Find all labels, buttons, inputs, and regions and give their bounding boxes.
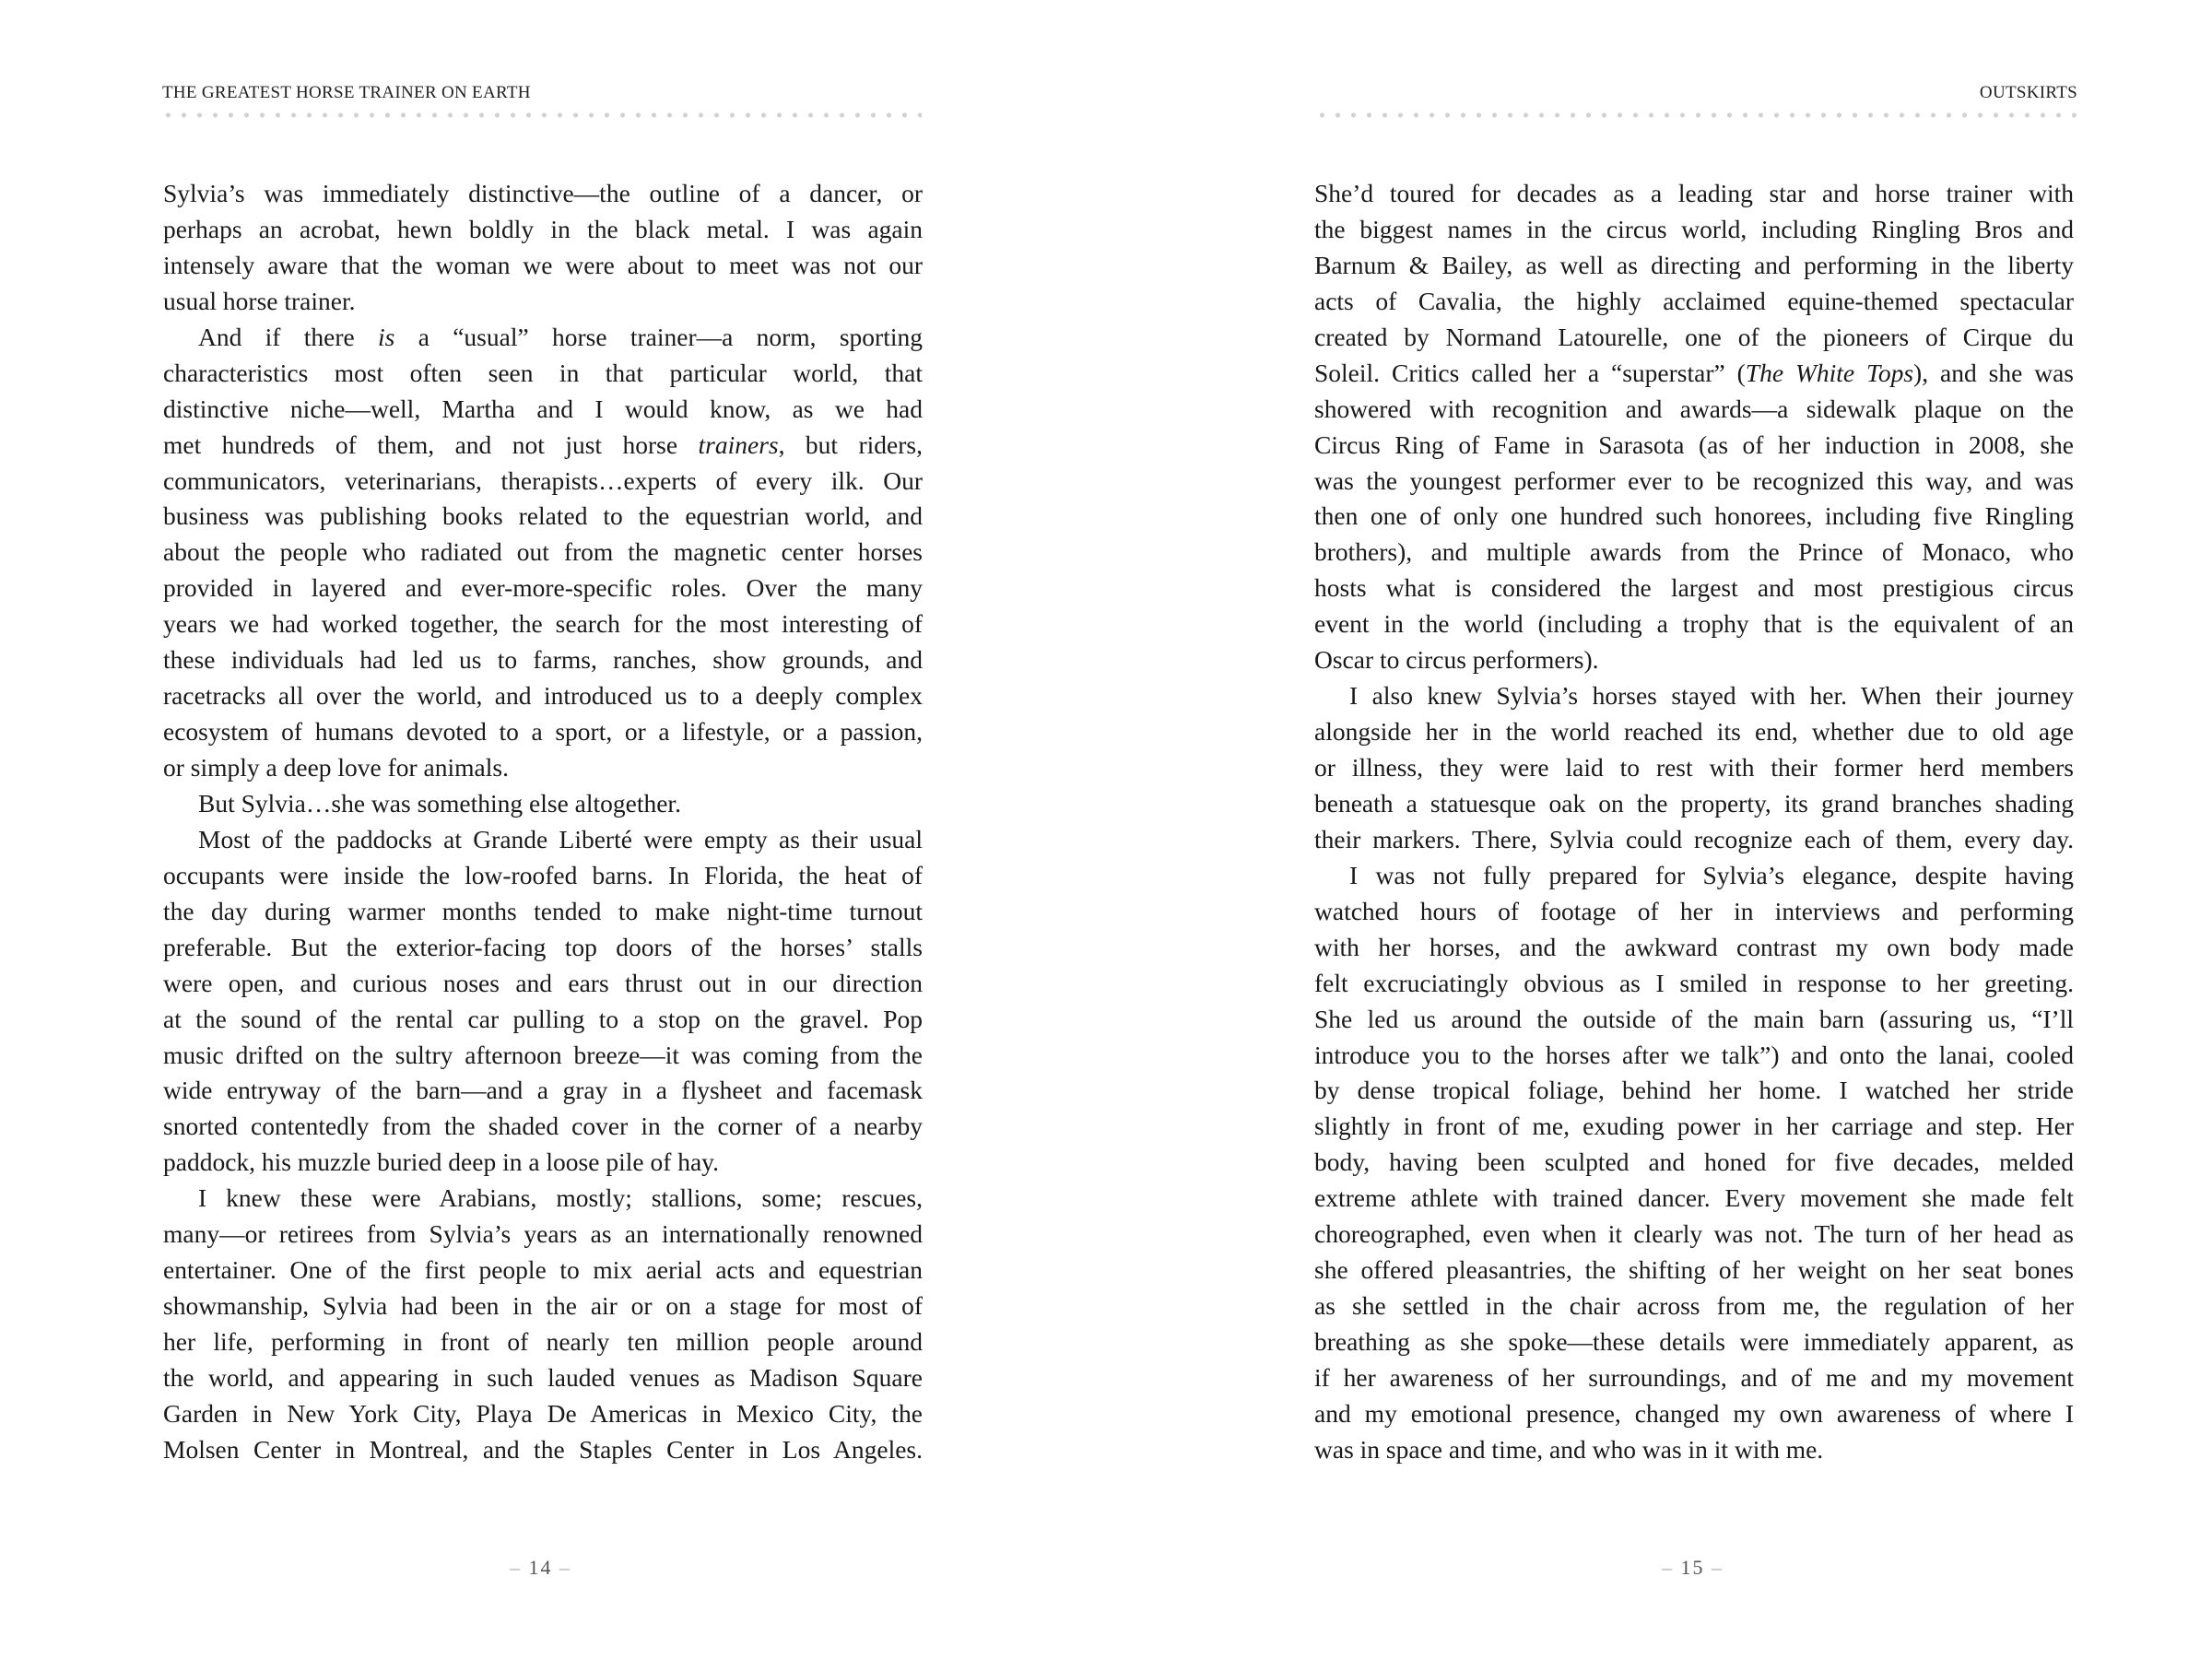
text-line: She’d toured for decades as a leading star and horse trainer with bbox=[1314, 179, 2074, 207]
text-line: these individuals had led us to farms, ranches, show grounds, and bbox=[163, 645, 923, 675]
text-line: music drifted on the sultry afternoon breeze—it was coming from the bbox=[163, 1040, 923, 1069]
text-line: was in space and time, and who was in it with me. bbox=[1314, 1434, 1824, 1464]
italic-emphasis: The White Tops bbox=[1745, 358, 1914, 387]
folio-dash-right: – bbox=[1712, 1556, 1724, 1579]
text-line: Most of the paddocks at Grande Liberté were empty as their usual bbox=[198, 824, 923, 853]
right-page-body bbox=[1314, 176, 2074, 1468]
text-line: met hundreds of them, and not just horse trainers, but riders, bbox=[163, 429, 923, 459]
text-line: years we had worked together, the search for the most interesting of bbox=[163, 609, 923, 639]
text-line: the world, and appearing in such lauded venues as Madison Square bbox=[163, 1362, 923, 1392]
text-line: I was not fully prepared for Sylvia’s elegance, despite having bbox=[1349, 860, 2074, 889]
text-line: perhaps an acrobat, hewn boldly in the black metal. I was again bbox=[163, 214, 923, 243]
text-line: entertainer. One of the first people to mix aerial acts and equestrian bbox=[163, 1255, 923, 1285]
text-line: beneath a statuesque oak on the property, its grand branches shading bbox=[1314, 788, 2074, 818]
text-line: Garden in New York City, Playa De Americas in Mexico City, the bbox=[163, 1398, 923, 1428]
text-line: her life, performing in front of nearly ten million people around bbox=[163, 1327, 923, 1356]
text-line: the biggest names in the circus world, including Ringling Bros and bbox=[1314, 214, 2074, 243]
text-line: at the sound of the rental car pulling to a stop on the gravel. Pop bbox=[163, 1004, 923, 1033]
folio-dash-left: – bbox=[510, 1556, 522, 1579]
text-line: she offered pleasantries, the shifting of her weight on her seat bones bbox=[1314, 1255, 2074, 1285]
running-head-book-title: THE GREATEST HORSE TRAINER ON EARTH bbox=[162, 83, 531, 102]
text-line: Molsen Center in Montreal, and the Staples Center in Los Angeles. bbox=[163, 1434, 923, 1464]
text-line: provided in layered and ever-more-specific roles. Over the many bbox=[163, 573, 923, 603]
text-line: But Sylvia…she was something else altogether. bbox=[198, 788, 681, 818]
text-line: extreme athlete with trained dancer. Every movement she made felt bbox=[1314, 1183, 2074, 1213]
text-line: racetracks all over the world, and introduced us to a deeply complex bbox=[163, 681, 923, 711]
text-line: Circus Ring of Fame in Sarasota (as of her induction in 2008, she bbox=[1314, 429, 2074, 459]
page-number bbox=[510, 1556, 571, 1580]
text-line: was the youngest performer ever to be recognized this way, and was bbox=[1314, 465, 2074, 495]
text-line: their markers. There, Sylvia could recognize each of them, every day. bbox=[1314, 824, 2074, 853]
text-line: or simply a deep love for animals. bbox=[163, 753, 509, 782]
italic-emphasis: is bbox=[378, 322, 395, 351]
text-line: intensely aware that the woman we were about to meet was not our bbox=[163, 250, 923, 279]
text-line: And if there is a “usual” horse trainer—a norm, sporting bbox=[198, 322, 923, 351]
text-line: slightly in front of me, exuding power in her carriage and step. Her bbox=[1314, 1112, 2074, 1141]
text-line: then one of only one hundred such honorees, including five Ringling bbox=[1314, 501, 2074, 531]
left-page-body bbox=[163, 176, 923, 1468]
text-line: were open, and curious noses and ears thrust out in our direction bbox=[163, 968, 923, 997]
text-line: many—or retirees from Sylvia’s years as an internationally renowned bbox=[163, 1219, 923, 1249]
text-line: distinctive niche—well, Martha and I would know, as we had bbox=[163, 394, 923, 423]
text-line: preferable. But the exterior-facing top doors of the horses’ stalls bbox=[163, 932, 923, 961]
text-line: hosts what is considered the largest and most prestigious circus bbox=[1314, 573, 2074, 603]
text-line: paddock, his muzzle buried deep in a loose pile of hay. bbox=[163, 1147, 720, 1177]
text-line: She led us around the outside of the main barn (assuring us, “I’ll bbox=[1314, 1004, 2074, 1033]
text-line: I knew these were Arabians, mostly; stallions, some; rescues, bbox=[198, 1183, 923, 1213]
text-line: showmanship, Sylvia had been in the air or on a stage for most of bbox=[163, 1291, 923, 1321]
text-line: the day during warmer months tended to make night-time turnout bbox=[163, 896, 923, 925]
folio-dash-left: – bbox=[1662, 1556, 1674, 1579]
running-head-chapter-title: OUTSKIRTS bbox=[1979, 83, 2077, 102]
text-line: snorted contentedly from the shaded cover in the corner of a nearby bbox=[163, 1112, 923, 1141]
text-line: or illness, they were laid to rest with their former herd members bbox=[1314, 753, 2074, 782]
text-line: occupants were inside the low-roofed barns. In Florida, the heat of bbox=[163, 860, 923, 889]
text-line: and my emotional presence, changed my own awareness of where I bbox=[1314, 1398, 2074, 1428]
text-line: business was publishing books related to the equestrian world, and bbox=[163, 501, 923, 531]
header-dotted-rule bbox=[1314, 112, 2079, 119]
text-line: Oscar to circus performers). bbox=[1314, 645, 1599, 675]
page-number-value: 15 bbox=[1680, 1556, 1705, 1579]
page-number-value: 14 bbox=[528, 1556, 553, 1579]
text-line: I also knew Sylvia’s horses stayed with her. When their journey bbox=[1349, 681, 2074, 711]
text-line: showered with recognition and awards—a sidewalk plaque on the bbox=[1314, 394, 2074, 423]
text-line: brothers), and multiple awards from the Prince of Monaco, who bbox=[1314, 537, 2074, 567]
text-line: created by Normand Latourelle, one of the pioneers of Cirque du bbox=[1314, 322, 2074, 351]
text-line: alongside her in the world reached its end, whether due to old age bbox=[1314, 717, 2074, 747]
text-line: Sylvia’s was immediately distinctive—the outline of a dancer, or bbox=[163, 179, 923, 207]
text-line: felt excruciatingly obvious as I smiled in response to her greeting. bbox=[1314, 968, 2074, 997]
text-line: usual horse trainer. bbox=[163, 286, 356, 315]
text-line: as she settled in the chair across from me, the regulation of her bbox=[1314, 1291, 2074, 1321]
italic-emphasis: trainers bbox=[698, 429, 779, 459]
text-line: if her awareness of her surroundings, and of me and my movement bbox=[1314, 1362, 2074, 1392]
text-line: event in the world (including a trophy that is the equivalent of an bbox=[1314, 609, 2074, 639]
page-number bbox=[1662, 1556, 1724, 1580]
text-line: Barnum & Bailey, as well as directing and performing in the liberty bbox=[1314, 250, 2074, 279]
text-line: characteristics most often seen in that particular world, that bbox=[163, 358, 923, 387]
text-line: communicators, veterinarians, therapists…experts of every ilk. Our bbox=[163, 465, 923, 495]
header-dotted-rule bbox=[160, 112, 922, 119]
text-line: by dense tropical foliage, behind her home. I watched her stride bbox=[1314, 1076, 2074, 1105]
text-line: about the people who radiated out from the magnetic center horses bbox=[163, 537, 923, 567]
text-line: ecosystem of humans devoted to a sport, or a lifestyle, or a passion, bbox=[163, 717, 923, 747]
text-line: Soleil. Critics called her a “superstar” (The White Tops), and she was bbox=[1314, 358, 2074, 387]
text-line: body, having been sculpted and honed for five decades, melded bbox=[1314, 1147, 2074, 1177]
folio-dash-right: – bbox=[559, 1556, 571, 1579]
text-line: acts of Cavalia, the highly acclaimed equine-themed spectacular bbox=[1314, 286, 2074, 315]
text-line: breathing as she spoke—these details were immediately apparent, as bbox=[1314, 1327, 2074, 1356]
text-line: wide entryway of the barn—and a gray in a flysheet and facemask bbox=[163, 1076, 923, 1105]
right-page bbox=[1106, 0, 2212, 1659]
text-line: with her horses, and the awkward contrast my own body made bbox=[1314, 932, 2074, 961]
text-line: introduce you to the horses after we talk”) and onto the lanai, cooled bbox=[1314, 1040, 2074, 1069]
text-line: choreographed, even when it clearly was not. The turn of her head as bbox=[1314, 1219, 2074, 1249]
text-line: watched hours of footage of her in interviews and performing bbox=[1314, 896, 2074, 925]
